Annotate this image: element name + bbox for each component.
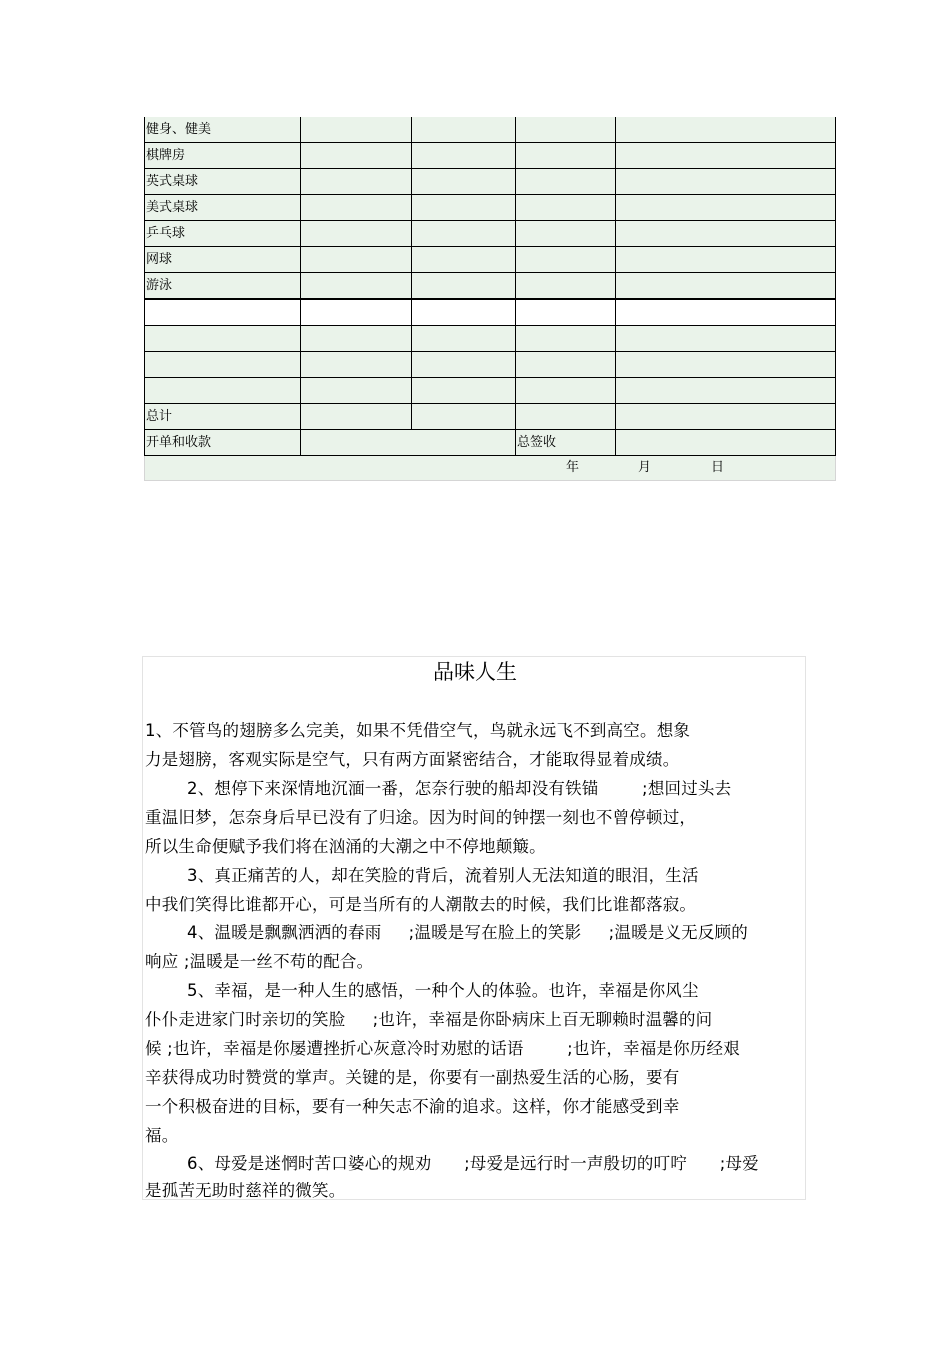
table-cell — [616, 169, 836, 195]
essay-title: 品味人生 — [433, 660, 517, 684]
essay-line: 福。 — [145, 1126, 179, 1145]
essay-line: 仆仆走进家门时亲切的笑脸 ;也许，幸福是你卧病床上百无聊赖时温馨的问 — [145, 1010, 713, 1029]
table-cell — [301, 273, 412, 300]
row-label: 游泳 — [145, 273, 301, 300]
essay-line: 是孤苦无助时慈祥的微笑。 — [145, 1181, 346, 1200]
row-label — [145, 352, 301, 378]
table-cell — [412, 247, 516, 273]
table-cell — [516, 378, 616, 404]
essay-line: 1、不管鸟的翅膀多么完美，如果不凭借空气，鸟就永远飞不到高空。想象 — [145, 721, 691, 740]
table-cell — [301, 143, 412, 169]
table-cell — [412, 299, 516, 326]
date-cell — [145, 456, 836, 481]
table-row — [145, 247, 836, 273]
essay-line: 4、温暖是飘飘洒洒的春雨 ;温暖是写在脸上的笑影 ;温暖是义无反顾的 — [187, 923, 748, 942]
signature-cell — [616, 430, 836, 456]
row-label — [145, 378, 301, 404]
row-label: 美式桌球 — [145, 195, 301, 221]
essay-line: 辛获得成功时赞赏的掌声。关键的是，你要有一副热爱生活的心肠，要有 — [145, 1068, 680, 1087]
table-cell — [516, 221, 616, 247]
table-cell — [412, 169, 516, 195]
table-row — [145, 221, 836, 247]
essay-line: 所以生命便赋予我们将在汹涌的大潮之中不停地颠簸。 — [145, 837, 546, 856]
date-day: 日 — [711, 460, 725, 475]
essay-line: 候 ;也许，幸福是你屡遭挫折心灰意冷时劝慰的话语 ;也许，幸福是你历经艰 — [145, 1039, 740, 1058]
row-label: 网球 — [145, 247, 301, 273]
essay-line: 3、真正痛苦的人，却在笑脸的背后，流着别人无法知道的眼泪，生活 — [187, 866, 699, 885]
table-cell — [516, 352, 616, 378]
table-cell — [616, 326, 836, 352]
table-cell — [616, 299, 836, 326]
essay-line: 力是翅膀，客观实际是空气，只有两方面紧密结合，才能取得显着成绩。 — [145, 750, 680, 769]
table-cell — [616, 195, 836, 221]
table-cell — [301, 326, 412, 352]
table-cell — [516, 169, 616, 195]
table-footer-row — [145, 430, 836, 456]
table-row — [145, 195, 836, 221]
table-cell — [516, 195, 616, 221]
table-cell — [616, 352, 836, 378]
essay-line: 重温旧梦，怎奈身后早已没有了归途。因为时间的钟摆一刻也不曾停顿过， — [145, 808, 697, 827]
table-cell — [412, 273, 516, 300]
essay-line: 2、想停下来深情地沉湎一番，怎奈行驶的船却没有铁锚 ;想回过头去 — [187, 779, 732, 798]
date-row — [145, 456, 836, 481]
table-cell — [516, 326, 616, 352]
table-row — [145, 273, 836, 300]
table-row — [145, 352, 836, 378]
row-label — [145, 326, 301, 352]
essay-line: 响应 ;温暖是一丝不苟的配合。 — [145, 952, 374, 971]
table-row — [145, 169, 836, 195]
row-label: 总计 — [145, 404, 301, 430]
ledger-table — [144, 117, 835, 481]
row-label: 健身、健美 — [145, 117, 301, 143]
table-cell — [616, 143, 836, 169]
essay-line: 5、幸福，是一种人生的感悟，一种个人的体验。也许，幸福是你风尘 — [187, 981, 699, 1000]
essay-line: 6、母爱是迷惘时苦口婆心的规劝 ;母爱是远行时一声殷切的叮咛 ;母爱 — [187, 1154, 759, 1173]
row-label: 英式桌球 — [145, 169, 301, 195]
table-cell — [516, 143, 616, 169]
essay-line: 中我们笑得比谁都开心，可是当所有的人潮散去的时候，我们比谁都落寂。 — [145, 895, 697, 914]
table-row — [145, 378, 836, 404]
table-cell — [412, 352, 516, 378]
table-cell — [412, 404, 516, 430]
table-cell — [516, 404, 616, 430]
table-cell — [301, 378, 412, 404]
table-cell — [412, 117, 516, 143]
table-cell — [412, 221, 516, 247]
table-cell — [516, 247, 616, 273]
table-cell — [301, 352, 412, 378]
signature-label: 总签收 — [516, 430, 616, 456]
date-year: 年 — [566, 460, 580, 475]
table-cell — [301, 117, 412, 143]
table-row — [145, 326, 836, 352]
table-row — [145, 404, 836, 430]
essay-section — [142, 656, 806, 1200]
table-cell — [301, 169, 412, 195]
table-cell — [412, 378, 516, 404]
table-cell — [616, 273, 836, 300]
table-cell — [616, 221, 836, 247]
table-cell — [616, 117, 836, 143]
table-cell — [616, 404, 836, 430]
table-cell — [301, 404, 412, 430]
billing-label: 开单和收款 — [145, 430, 301, 456]
table-cell — [412, 195, 516, 221]
table-cell — [301, 247, 412, 273]
date-month: 月 — [638, 460, 652, 475]
row-label: 棋牌房 — [145, 143, 301, 169]
billing-cell — [301, 430, 516, 456]
table-row — [145, 117, 836, 143]
table-row — [145, 299, 836, 326]
table-cell — [301, 299, 412, 326]
table-cell — [516, 117, 616, 143]
row-label: 乒乓球 — [145, 221, 301, 247]
table-cell — [412, 143, 516, 169]
table-cell — [516, 273, 616, 300]
table-cell — [301, 221, 412, 247]
table-cell — [412, 326, 516, 352]
table-cell — [301, 195, 412, 221]
table-row — [145, 143, 836, 169]
essay-line: 一个积极奋进的目标，要有一种矢志不渝的追求。这样，你才能感受到幸 — [145, 1097, 680, 1116]
row-label — [145, 299, 301, 326]
table-cell — [516, 299, 616, 326]
table-cell — [616, 247, 836, 273]
table-cell — [616, 378, 836, 404]
